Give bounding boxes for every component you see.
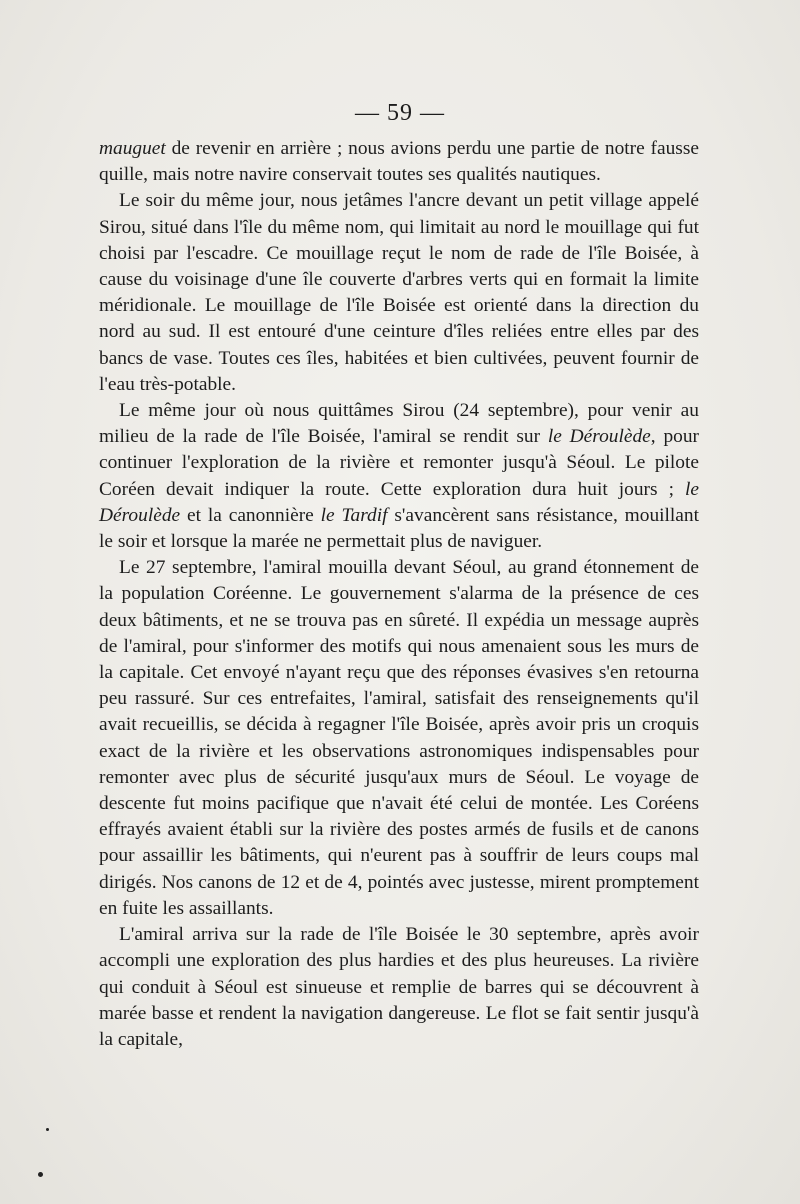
text-run: Le 27 septembre, l'amiral mouilla devant Séoul, au grand étonnement de la population Coréenne. Le gouvernement s'alarma de la présence de ces deux bâtiments, et ne se trouva pas en sûreté. Il expédia un message auprès de l'amiral, pour s'informer des motifs qui nous amenaient sous les murs de la capitale. Cet envoyé n'ayant reçu que des réponses évasives s'en retourna peu rassuré. Sur ces entrefaites, l'amiral, satisfait des renseignements qu'il avait recueillis, se décida à regagner l'île Boisée, après avoir pris un croquis exact de la rivière et les observations astronomiques indispensables pour remonter avec plus de sécurité jusqu'aux murs de Séoul. Le voyage de descente fut moins pacifique que n'avait été celui de montée. Les Coréens effrayés avaient établi sur la rivière des postes armés de fusils et de canons pour assaillir les bâtiments, qui n'eurent pas à souffrir de leurs coups mal dirigés. Nos canons de 12 et de 4, pointés avec justesse, mirent promptement en fuite les assaillants. <box>99 557 699 919</box>
text-run: et la canonnière <box>180 504 321 526</box>
ink-speck <box>38 1172 43 1177</box>
text-run: le Déroulède <box>99 478 699 526</box>
text-run: le Déroulède <box>547 426 651 448</box>
ink-speck <box>46 1128 49 1131</box>
paragraph <box>99 555 699 922</box>
text-run: Le soir du même jour, nous jetâmes l'ancre devant un petit village appelé Sirou, situé dans l'île du même nom, qui limitait au nord le mouillage qui fut choisi par l'escadre. Ce mouillage reçut le nom de rade de l'île Boisée, à cause du voisinage d'une île couverte d'arbres verts qui en formait la limite méridionale. Le mouillage de l'île Boisée est orienté dans la direction du nord au sud. Il est entouré d'une ceinture d'îles reliées entre elles par des bancs de vase. Toutes ces îles, habitées et bien cultivées, peuvent fournir de l'eau très-potable. <box>99 190 699 395</box>
paragraph <box>99 922 699 1053</box>
text-run: Le même jour où nous quittâmes Sirou (24 septembre), pour venir au milieu de la rade de l'île Boisée, l'amiral se rendit sur <box>99 400 699 448</box>
paragraph <box>99 136 699 188</box>
text-run: L'amiral arriva sur la rade de l'île Boisée le 30 septembre, après avoir accompli une exploration des plus hardies et des plus heureuses. La rivière qui conduit à Séoul est sinueuse et remplie de barres qui se découvrent à marée basse et rendent la navigation dangereuse. Le flot se fait sentir jusqu'à la capitale, <box>99 924 699 1050</box>
text-run: de revenir en arrière ; nous avions perdu une partie de notre fausse quille, mais notre navire conservait toutes ses qualités nautiques. <box>99 138 699 186</box>
paragraph <box>99 188 699 398</box>
text-run: s'avancèrent sans résistance, mouillant le soir et lorsque la marée ne permettait plus de naviguer. <box>99 504 699 553</box>
paragraph <box>99 398 699 555</box>
text-run: mauguet <box>99 138 166 159</box>
text-run: le Tardif <box>320 504 388 526</box>
text-run: , pour continuer l'exploration de la rivière et remonter jusqu'à Séoul. Le pilote Coréen devait indiquer la route. Cette exploration dura huit jours ; <box>99 426 699 500</box>
body-text <box>99 136 699 1053</box>
page-number: — 59 — <box>355 100 445 126</box>
